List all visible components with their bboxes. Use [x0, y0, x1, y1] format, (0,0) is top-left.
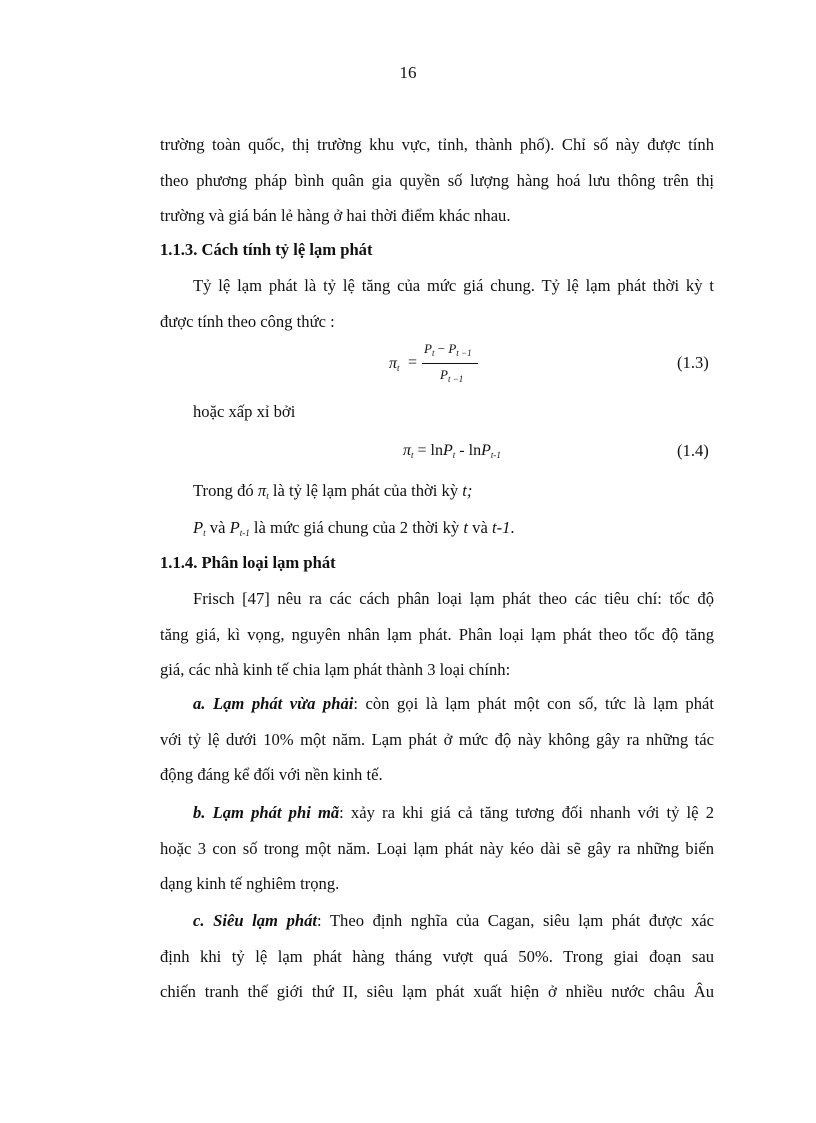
text-line: động đáng kể đối với nền kinh tế.: [160, 765, 383, 784]
text-line: trường toàn quốc, thị trường khu vực, tỉnh, thành phố). Chỉ số này được tính: [160, 135, 714, 154]
where-line-p: $P_t$ và $P_{t-1}$ là mức giá chung của 2 thời kỳ t và t-1.: [193, 518, 515, 538]
text-line: Tỷ lệ lạm phát là tỷ lệ tăng của mức giá chung. Tỷ lệ lạm phát thời kỳ t: [193, 276, 714, 295]
formula-denominator: $P_{t -1}$: [440, 367, 464, 384]
formula-lhs: $\pi_t$: [389, 355, 400, 373]
text-line: định khi tỷ lệ lạm phát hàng tháng vượt quá 50%. Trong giai đoạn sau: [160, 946, 714, 966]
formula-body: $\pi_t = \ln P_t - \ln P_{t-1}$: [403, 442, 501, 460]
paragraph-classification: [160, 581, 714, 688]
item-label: b. Lạm phát phi mã: [193, 803, 340, 822]
text-line: với tỷ lệ dưới 10% một năm. Lạm phát ở mức độ này không gây ra những tác: [160, 729, 714, 749]
text-line: theo phương pháp bình quân gia quyền số lượng hàng hoá lưu thông trên thị: [160, 170, 714, 190]
item-galloping-inflation: [160, 795, 714, 902]
text-line: b. Lạm phát phi mã: xảy ra khi giá cả tăng tương đối nhanh với tỷ lệ 2: [193, 803, 714, 822]
text-line: a. Lạm phát vừa phải: còn gọi là lạm phát một con số, tức là lạm phát: [193, 694, 714, 713]
item-label: c. Siêu lạm phát: [193, 911, 317, 930]
text-line: Frisch [47] nêu ra các cách phân loại lạm phát theo các tiêu chí: tốc độ: [193, 589, 714, 608]
formula-numerator: $P_t - P_{t -1}$: [424, 341, 472, 358]
equation-number: (1.4): [677, 441, 709, 460]
text-line: dạng kinh tế nghiêm trọng.: [160, 874, 340, 893]
paragraph-definition: [160, 268, 714, 339]
text-line: giá, các nhà kinh tế chia lạm phát thành 3 loại chính:: [160, 660, 511, 679]
section-heading-1-1-4: 1.1.4. Phân loại lạm phát: [160, 553, 336, 572]
item-hyperinflation: [160, 903, 714, 1010]
text-line: hoặc 3 con số trong một năm. Loại lạm phát này kéo dài sẽ gây ra những biến: [160, 838, 714, 858]
item-moderate-inflation: [160, 686, 714, 793]
equation-number: (1.3): [677, 353, 709, 372]
text-line: được tính theo công thức :: [160, 311, 335, 331]
text-line: c. Siêu lạm phát: Theo định nghĩa của Cagan, siêu lạm phát được xác: [193, 911, 714, 930]
page-number: 16: [399, 63, 417, 82]
text-line: tăng giá, kì vọng, nguyên nhân lạm phát. Phân loại lạm phát theo tốc độ tăng: [160, 624, 714, 644]
section-heading-1-1-3: 1.1.3. Cách tính tỷ lệ lạm phát: [160, 240, 373, 259]
formula-equals: =: [408, 354, 418, 371]
approx-text: hoặc xấp xỉ bởi: [193, 402, 296, 421]
paragraph-intro: [160, 127, 714, 234]
item-label: a. Lạm phát vừa phải: [193, 694, 354, 713]
fraction-bar: [422, 363, 478, 364]
text-line: trường và giá bán lẻ hàng ở hai thời điểm khác nhau.: [160, 206, 511, 225]
where-line-pi: Trong đó $\pi_t$ là tỷ lệ lạm phát của thời kỳ t;: [193, 481, 473, 501]
text-line: chiến tranh thế giới thứ II, siêu lạm phát xuất hiện ở nhiều nước châu Âu: [160, 982, 714, 1001]
